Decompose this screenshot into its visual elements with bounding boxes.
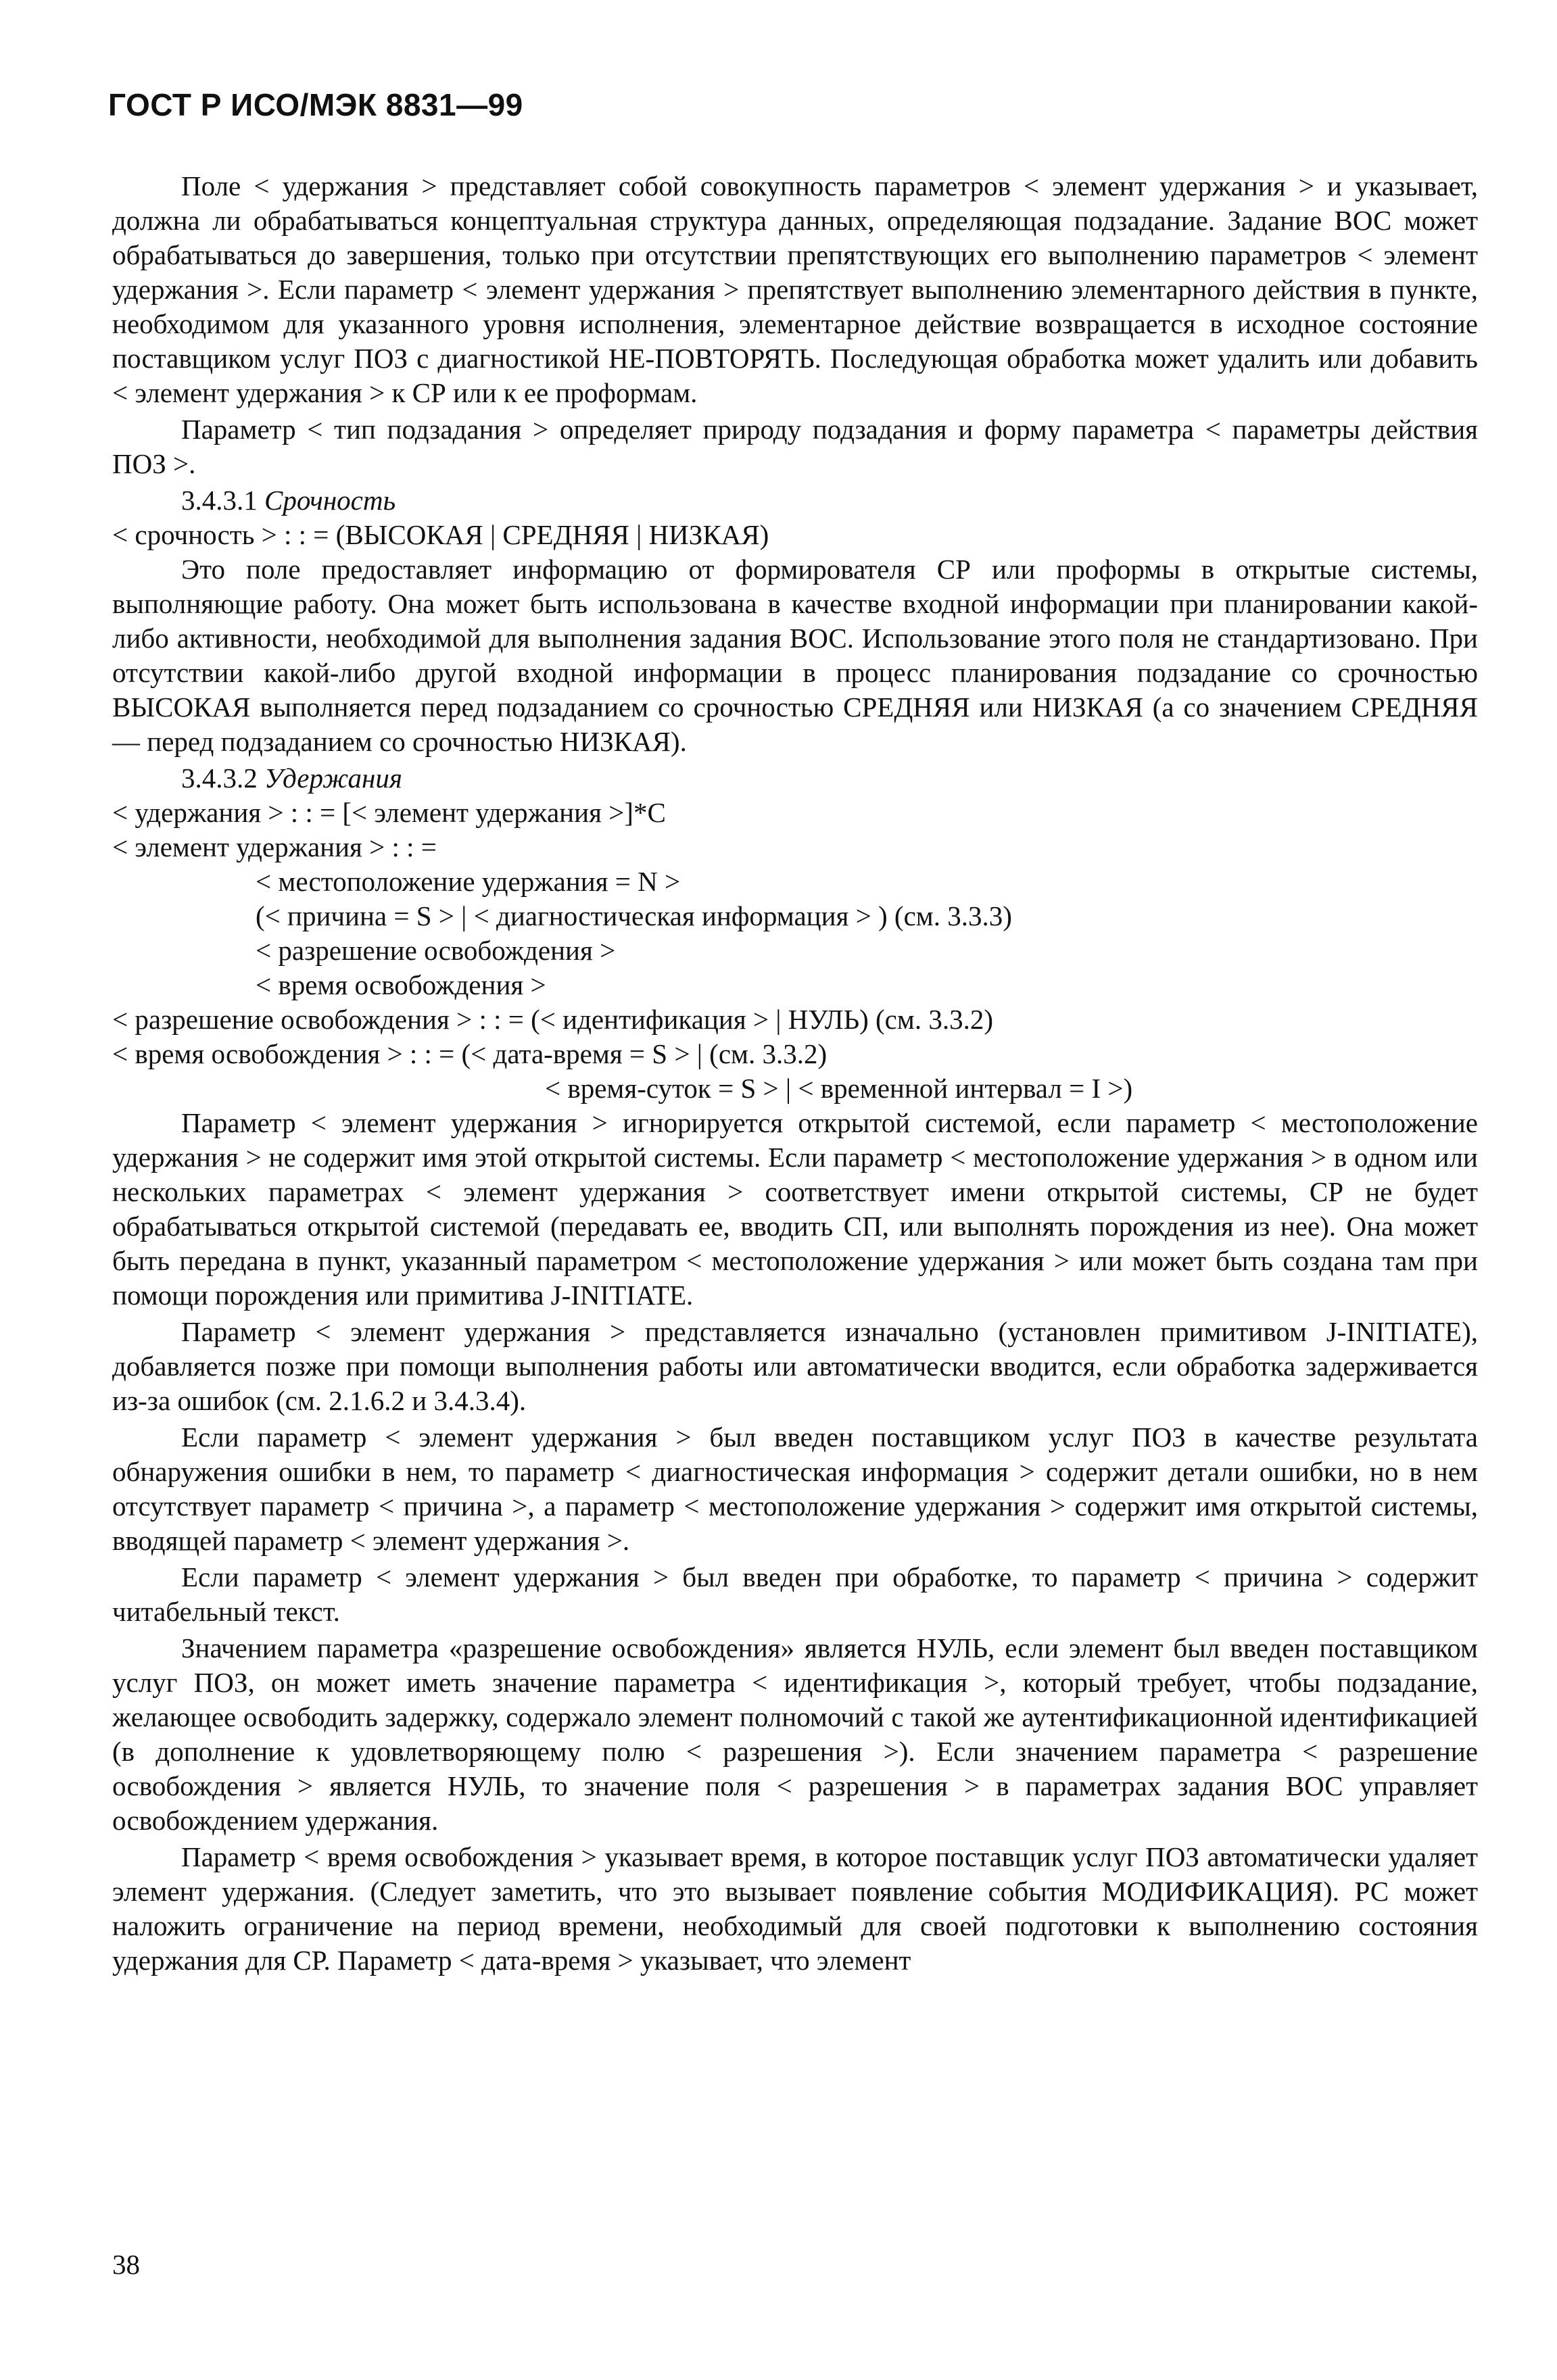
grammar-line: < время освобождения > : : = (< дата-время = S > | (см. 3.3.2) [112,1038,828,1069]
section-title: Удержания [264,762,402,794]
paragraph-hold-element: Параметр < элемент удержания > игнорируется открытой системой, если параметр < местоположение удержания > не содержит имя этой открытой системы. Если параметр < местоположение удержания > в одном или нескольких параметрах < элемент удержания > соответствует имени открытой системы, СР не будет обрабатываться открытой системой (передавать ее, вводить СП, или выполнять порождения из нее). Она может быть передана в пункт, указанный параметром < местоположение удержания > или может быть создана там при помощи порождения или примитива J-INITIATE. [112,1107,1478,1311]
section-title: Срочность [264,485,396,516]
section-heading-3432 [112,761,1478,796]
paragraph-urgency: Это поле предоставляет информацию от формирователя СР или проформы в открытые системы, выполняющие работу. Она может быть использована в качестве входной информации при планировании какой-либо активности, необходимой для выполнения задания ВОС. Использование этого поля не стандартизовано. При отсутствии какой-либо другой входной информации в процесс планирования подзадание со срочностью ВЫСОКАЯ выполняется перед подзаданием со срочностью СРЕДНЯЯ или НИЗКАЯ (а со значением СРЕДНЯЯ — перед подзаданием со срочностью НИЗКАЯ). [112,554,1478,757]
paragraph-hold-error: Если параметр < элемент удержания > был введен поставщиком услуг ПОЗ в качестве результата обнаружения ошибки в нем, то параметр < диагностическая информация > содержит детали ошибки, но в нем отсутствует параметр < причина >, а параметр < местоположение удержания > содержит имя открытой системы, вводящей параметр < элемент удержания >. [112,1422,1478,1556]
paragraph-hold-initial: Параметр < элемент удержания > представляется изначально (установлен примитивом J-INITIATE), добавляется позже при помощи выполнения работы или автоматически вводится, если обработка задерживается из-за ошибок (см. 2.1.6.2 и 3.4.3.4). [112,1316,1478,1416]
page-content [112,169,1478,1980]
grammar-line: < разрешение освобождения > [256,935,616,966]
section-number: 3.4.3.2 [181,762,264,794]
grammar-line: < время освобождения > [256,969,546,1000]
grammar-line: < элемент удержания > : : = [112,831,437,863]
page-number: 38 [112,2249,140,2280]
paragraph-subtask-type: Параметр < тип подзадания > определяет природу подзадания и форму параметра < параметры действия ПОЗ >. [112,414,1478,479]
document-header: ГОСТ Р ИСО/МЭК 8831—99 [108,87,523,122]
grammar-line: < разрешение освобождения > : : = (< идентификация > | НУЛЬ) (см. 3.3.2) [112,1004,993,1035]
grammar-line: < местоположение удержания = N > [256,866,681,897]
section-number: 3.4.3.1 [181,485,264,516]
grammar-line: < время-суток = S > | < временной интервал = I >) [545,1073,1133,1104]
grammar-line: (< причина = S > | < диагностическая информация > ) (см. 3.3.3) [256,900,1012,931]
paragraph-release-permission: Значением параметра «разрешение освобождения» является НУЛЬ, если элемент был введен поставщиком услуг ПОЗ, он может иметь значение параметра < идентификация >, который требует, чтобы подзадание, желающее освободить задержку, содержало элемент полномочий с такой же аутентификационной идентификацией (в дополнение к удовлетворяющему полю < разрешения >). Если значением параметра < разрешение освобождения > является НУЛЬ, то значение поля < разрешения > в параметрах задания ВОС управляет освобождением удержания. [112,1632,1478,1836]
paragraph-hold-reason: Если параметр < элемент удержания > был введен при обработке, то параметр < причина > содержит читабельный текст. [112,1561,1478,1627]
paragraph-holds-field: Поле < удержания > представляет собой совокупность параметров < элемент удержания > и указывает, должна ли обрабатываться концептуальная структура данных, определяющая подзадание. Задание ВОС может обрабатываться до завершения, только при отсутствии препятствующих его выполнению параметров < элемент удержания >. Если параметр < элемент удержания > препятствует выполнению элементарного действия в пункте, необходимом для указанного уровня исполнения, элементарное действие возвращается в исходное состояние поставщиком услуг ПОЗ с диагностикой НЕ-ПОВТОРЯТЬ. Последующая обработка может удалить или добавить < элемент удержания > к СР или к ее проформам. [112,170,1478,408]
grammar-urgency: < срочность > : : = (ВЫСОКАЯ | СРЕДНЯЯ | НИЗКАЯ) [112,519,769,550]
grammar-line: < удержания > : : = [< элемент удержания >]*C [112,797,666,828]
paragraph-release-time: Параметр < время освобождения > указывает время, в которое поставщик услуг ПОЗ автоматически удаляет элемент удержания. (Следует заметить, что это вызывает появление события МОДИФИКАЦИЯ). РС может наложить ограничение на период времени, необходимый для своей подготовки к выполнению состояния удержания для СР. Параметр < дата-время > указывает, что элемент [112,1841,1478,1976]
section-heading-3431 [112,483,1478,518]
